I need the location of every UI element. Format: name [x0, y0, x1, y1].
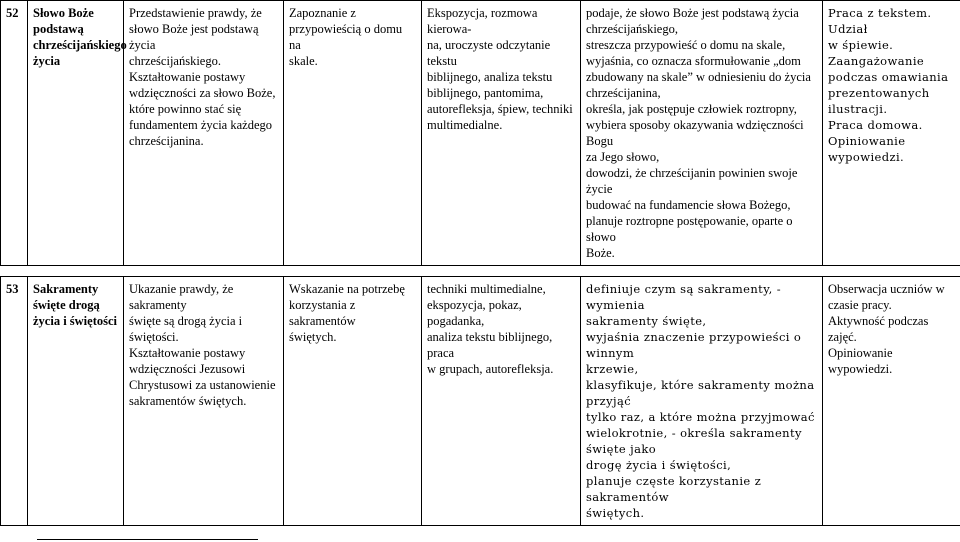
- lesson-goals: Ukazanie prawdy, że sakramenty święte są drogą życia i świętości. Kształtowanie postawy wdzięczności Jezusowi Chrystusowi za ustanowienie sakramentów świętych.: [124, 277, 284, 526]
- table-row: [1, 1, 960, 266]
- lesson-outcomes: podaje, że słowo Boże jest podstawą życia chrześcijańskiego, streszcza przypowieść o domu na skale, wyjaśnia, co oznacza sformułowanie „dom zbudowany na skale” w odniesieniu do życia chrześcijanina, określa, jak postępuje człowiek roztropny, wybiera sposoby okazywania wdzięczności Bogu za Jego słowo, dowodzi, że chrześcijanin powinien swoje życie budować na fundamencie słowa Bożego, planuje roztropne postępowanie, oparte o słowo Boże.: [581, 1, 823, 266]
- lesson-goals: Przedstawienie prawdy, że słowo Boże jest podstawą życia chrześcijańskiego. Kształtowanie postawy wdzięczności za słowo Boże, które powinno stać się fundamentem życia każdego chrześcijanina.: [124, 1, 284, 266]
- lesson-evaluation: Praca z tekstem. Udział w śpiewie. Zaangażowanie podczas omawiania prezentowanych ilustracji. Praca domowa. Opiniowanie wypowiedzi.: [823, 1, 960, 266]
- lesson-evaluation: Obserwacja uczniów w czasie pracy. Aktywność podczas zajęć. Opiniowanie wypowiedzi.: [823, 277, 960, 526]
- lesson-number: 53: [1, 277, 28, 526]
- lesson-methods: Ekspozycja, rozmowa kierowa- na, uroczyste odczytanie tekstu biblijnego, analiza tekstu biblijnego, pantomima, autorefleksja, śpiew, techniki multimedialne.: [422, 1, 581, 266]
- row-gap: [1, 266, 960, 277]
- lesson-content: Zapoznanie z przypowieścią o domu na skale.: [284, 1, 422, 266]
- footnote-separator: [37, 539, 258, 540]
- lesson-methods: techniki multimedialne, ekspozycja, pokaz, pogadanka, analiza tekstu biblijnego, praca w grupach, autorefleksja.: [422, 277, 581, 526]
- table-row: [1, 277, 960, 526]
- lesson-topic: Sakramenty święte drogą życia i świętości: [28, 277, 124, 526]
- gap-cell: [1, 266, 960, 277]
- lesson-outcomes: definiuje czym są sakramenty, - wymienia sakramenty święte, wyjaśnia znaczenie przypowieści o winnym krzewie, klasyfikuje, które sakramenty można przyjąć tylko raz, a które można przyjmować wielokrotnie, - określa sakramenty święte jako drogę życia i świętości, planuje częste korzystanie z sakramentów świętych.: [581, 277, 823, 526]
- lesson-content: Wskazanie na potrzebę korzystania z sakramentów świętych.: [284, 277, 422, 526]
- lesson-number: 52: [1, 1, 28, 266]
- lesson-topic: Słowo Boże podstawą chrześcijańskiego życia: [28, 1, 124, 266]
